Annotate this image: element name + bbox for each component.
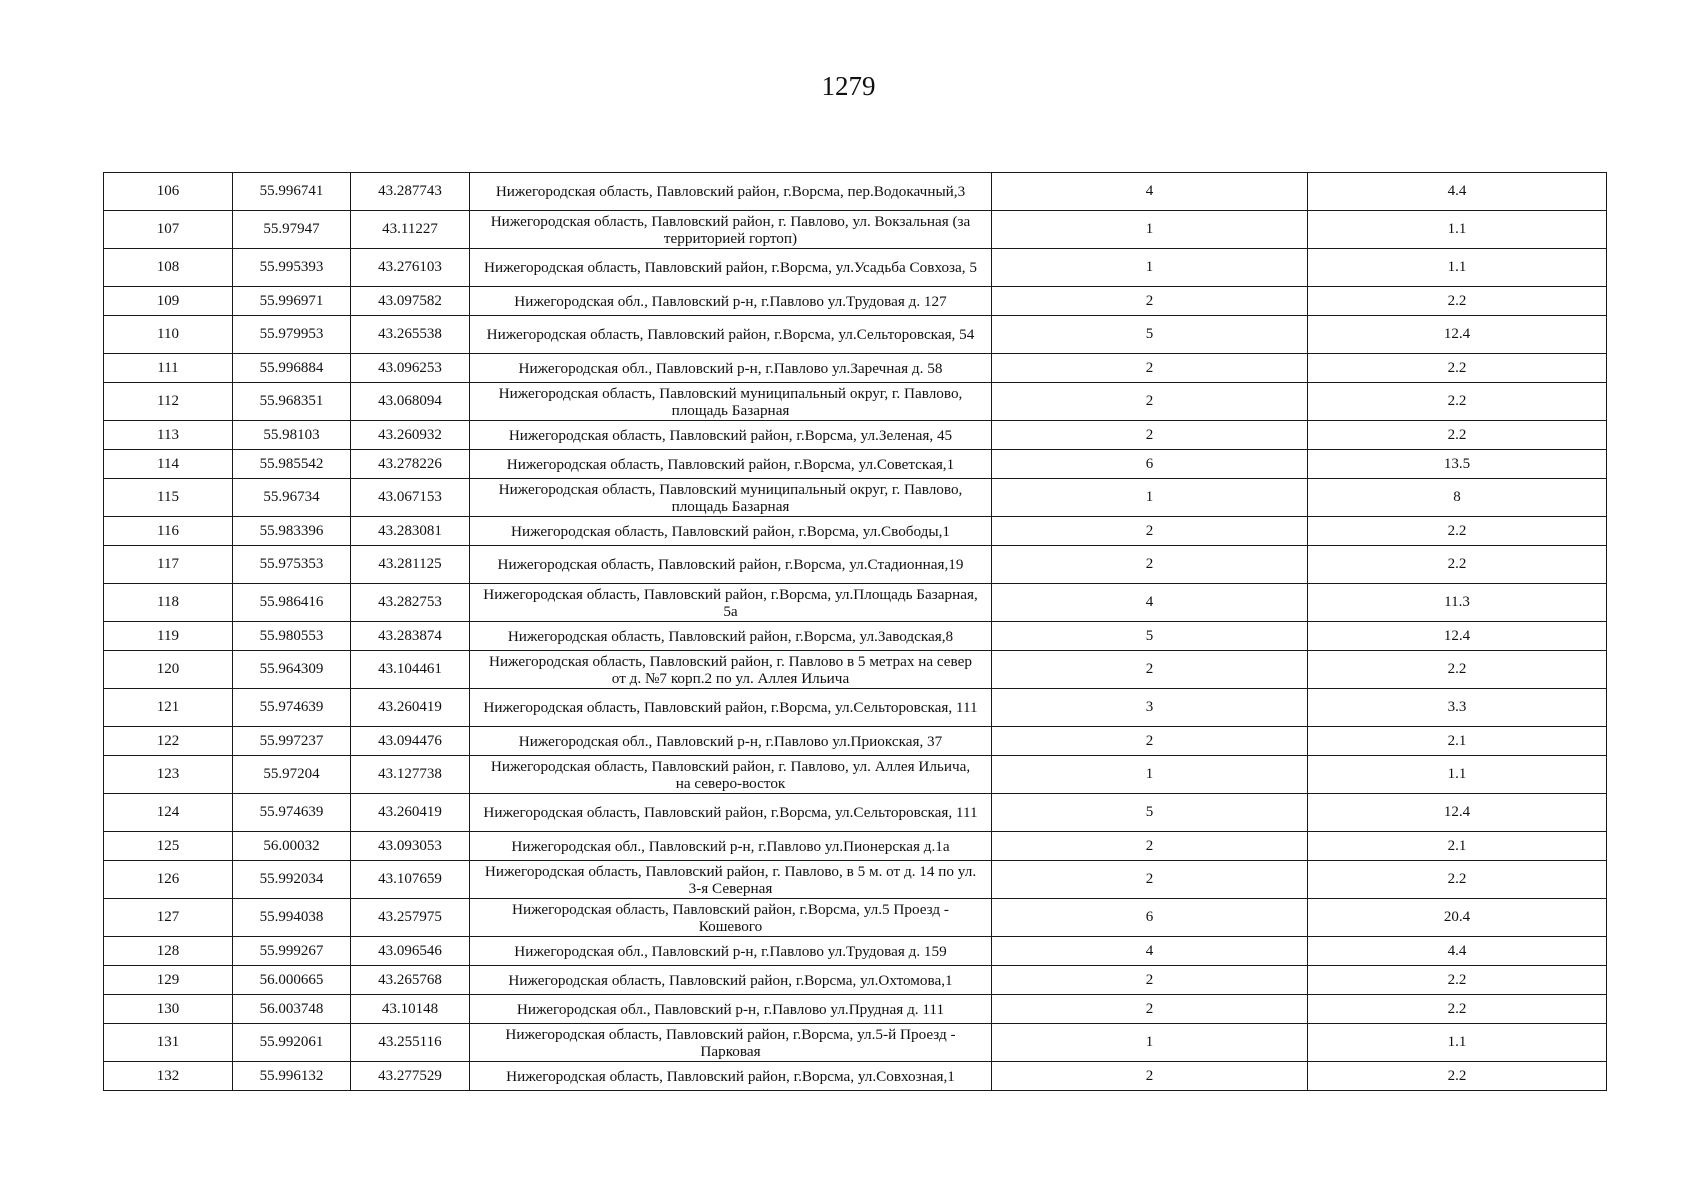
cell-longitude: 43.260419 <box>351 794 470 832</box>
cell-count: 2 <box>992 546 1308 584</box>
cell-number: 125 <box>104 832 233 861</box>
cell-count: 4 <box>992 584 1308 622</box>
cell-latitude: 55.996884 <box>233 354 351 383</box>
cell-value: 1.1 <box>1308 756 1607 794</box>
cell-latitude: 55.996971 <box>233 287 351 316</box>
cell-value: 12.4 <box>1308 316 1607 354</box>
cell-longitude: 43.068094 <box>351 383 470 421</box>
cell-latitude: 55.97204 <box>233 756 351 794</box>
table-row <box>104 995 1607 1024</box>
cell-longitude: 43.260932 <box>351 421 470 450</box>
cell-count: 1 <box>992 1024 1308 1062</box>
cell-number: 106 <box>104 173 233 211</box>
cell-latitude: 56.00032 <box>233 832 351 861</box>
cell-address: Нижегородская область, Павловский район, г.Ворсма, пер.Водокачный,3 <box>470 173 992 211</box>
cell-value: 2.2 <box>1308 383 1607 421</box>
cell-longitude: 43.096253 <box>351 354 470 383</box>
cell-count: 5 <box>992 316 1308 354</box>
cell-latitude: 55.968351 <box>233 383 351 421</box>
cell-latitude: 55.999267 <box>233 937 351 966</box>
cell-latitude: 55.996132 <box>233 1062 351 1091</box>
cell-longitude: 43.11227 <box>351 211 470 249</box>
cell-count: 1 <box>992 756 1308 794</box>
cell-count: 2 <box>992 1062 1308 1091</box>
cell-number: 110 <box>104 316 233 354</box>
cell-longitude: 43.104461 <box>351 651 470 689</box>
cell-longitude: 43.282753 <box>351 584 470 622</box>
cell-value: 2.2 <box>1308 995 1607 1024</box>
cell-value: 2.2 <box>1308 966 1607 995</box>
cell-number: 108 <box>104 249 233 287</box>
table-row <box>104 1024 1607 1062</box>
cell-longitude: 43.276103 <box>351 249 470 287</box>
cell-value: 2.2 <box>1308 651 1607 689</box>
cell-address: Нижегородская область, Павловский район, г.Ворсма, ул.Зеленая, 45 <box>470 421 992 450</box>
cell-value: 2.2 <box>1308 517 1607 546</box>
cell-count: 2 <box>992 832 1308 861</box>
cell-count: 6 <box>992 899 1308 937</box>
cell-value: 2.2 <box>1308 287 1607 316</box>
table-row <box>104 479 1607 517</box>
cell-address: Нижегородская область, Павловский район, г.Ворсма, ул.Площадь Базарная, 5а <box>470 584 992 622</box>
cell-count: 2 <box>992 517 1308 546</box>
cell-value: 2.2 <box>1308 354 1607 383</box>
cell-number: 128 <box>104 937 233 966</box>
page-number: 1279 <box>821 71 876 101</box>
cell-number: 120 <box>104 651 233 689</box>
table-row <box>104 421 1607 450</box>
table-row <box>104 1062 1607 1091</box>
cell-address: Нижегородская область, Павловский район, г.Ворсма, ул.Свободы,1 <box>470 517 992 546</box>
cell-value: 4.4 <box>1308 173 1607 211</box>
cell-longitude: 43.265768 <box>351 966 470 995</box>
cell-longitude: 43.265538 <box>351 316 470 354</box>
cell-count: 2 <box>992 727 1308 756</box>
cell-latitude: 55.964309 <box>233 651 351 689</box>
table-row <box>104 899 1607 937</box>
cell-value: 11.3 <box>1308 584 1607 622</box>
table-row <box>104 517 1607 546</box>
cell-latitude: 55.992061 <box>233 1024 351 1062</box>
cell-value: 12.4 <box>1308 794 1607 832</box>
cell-latitude: 55.985542 <box>233 450 351 479</box>
cell-value: 2.2 <box>1308 546 1607 584</box>
cell-longitude: 43.283874 <box>351 622 470 651</box>
cell-value: 2.2 <box>1308 1062 1607 1091</box>
cell-longitude: 43.107659 <box>351 861 470 899</box>
cell-number: 131 <box>104 1024 233 1062</box>
cell-address: Нижегородская область, Павловский район, г.Ворсма, ул.Совхозная,1 <box>470 1062 992 1091</box>
cell-count: 5 <box>992 622 1308 651</box>
cell-number: 117 <box>104 546 233 584</box>
cell-address: Нижегородская область, Павловский район, г.Ворсма, ул.Заводская,8 <box>470 622 992 651</box>
cell-address: Нижегородская область, Павловский район, г. Павлово, ул. Аллея Ильича, на северо-восток <box>470 756 992 794</box>
cell-latitude: 55.980553 <box>233 622 351 651</box>
table-row <box>104 211 1607 249</box>
table-row <box>104 354 1607 383</box>
table-body <box>104 173 1607 1091</box>
cell-count: 2 <box>992 995 1308 1024</box>
cell-address: Нижегородская область, Павловский район, г.Ворсма, ул.5 Проезд - Кошевого <box>470 899 992 937</box>
cell-address: Нижегородская область, Павловский район, г.Ворсма, ул.Сельторовская, 54 <box>470 316 992 354</box>
cell-latitude: 55.986416 <box>233 584 351 622</box>
cell-count: 2 <box>992 966 1308 995</box>
table-row <box>104 861 1607 899</box>
cell-number: 116 <box>104 517 233 546</box>
cell-count: 1 <box>992 249 1308 287</box>
cell-count: 2 <box>992 383 1308 421</box>
cell-latitude: 56.003748 <box>233 995 351 1024</box>
cell-number: 113 <box>104 421 233 450</box>
cell-latitude: 55.995393 <box>233 249 351 287</box>
cell-value: 20.4 <box>1308 899 1607 937</box>
cell-longitude: 43.255116 <box>351 1024 470 1062</box>
table-row <box>104 651 1607 689</box>
cell-number: 114 <box>104 450 233 479</box>
cell-address: Нижегородская область, Павловский район, г.Ворсма, ул.Усадьба Совхоза, 5 <box>470 249 992 287</box>
cell-count: 4 <box>992 937 1308 966</box>
data-table <box>103 172 1607 1091</box>
cell-longitude: 43.278226 <box>351 450 470 479</box>
cell-number: 124 <box>104 794 233 832</box>
cell-number: 109 <box>104 287 233 316</box>
cell-value: 2.2 <box>1308 421 1607 450</box>
cell-longitude: 43.260419 <box>351 689 470 727</box>
cell-number: 111 <box>104 354 233 383</box>
table-row <box>104 173 1607 211</box>
cell-address: Нижегородская область, Павловский район, г.Ворсма, ул.5-й Проезд - Парковая <box>470 1024 992 1062</box>
cell-latitude: 56.000665 <box>233 966 351 995</box>
table-row <box>104 450 1607 479</box>
cell-latitude: 55.997237 <box>233 727 351 756</box>
cell-address: Нижегородская область, Павловский район, г.Ворсма, ул.Советская,1 <box>470 450 992 479</box>
cell-count: 2 <box>992 287 1308 316</box>
cell-number: 112 <box>104 383 233 421</box>
cell-value: 2.1 <box>1308 832 1607 861</box>
cell-count: 2 <box>992 861 1308 899</box>
cell-count: 3 <box>992 689 1308 727</box>
cell-longitude: 43.094476 <box>351 727 470 756</box>
table-row <box>104 727 1607 756</box>
cell-number: 127 <box>104 899 233 937</box>
cell-address: Нижегородская обл., Павловский р-н, г.Павлово ул.Трудовая д. 159 <box>470 937 992 966</box>
cell-number: 126 <box>104 861 233 899</box>
cell-address: Нижегородская область, Павловский район, г. Павлово, ул. Вокзальная (за территорией гортоп) <box>470 211 992 249</box>
cell-address: Нижегородская область, Павловский район, г.Ворсма, ул.Сельторовская, 111 <box>470 689 992 727</box>
cell-latitude: 55.974639 <box>233 794 351 832</box>
table-row <box>104 622 1607 651</box>
cell-longitude: 43.10148 <box>351 995 470 1024</box>
cell-latitude: 55.979953 <box>233 316 351 354</box>
table-row <box>104 584 1607 622</box>
table-row <box>104 316 1607 354</box>
cell-address: Нижегородская обл., Павловский р-н, г.Павлово ул.Прудная д. 111 <box>470 995 992 1024</box>
cell-number: 129 <box>104 966 233 995</box>
cell-value: 1.1 <box>1308 211 1607 249</box>
cell-count: 1 <box>992 479 1308 517</box>
cell-count: 5 <box>992 794 1308 832</box>
table-row <box>104 794 1607 832</box>
cell-longitude: 43.097582 <box>351 287 470 316</box>
cell-count: 1 <box>992 211 1308 249</box>
cell-number: 130 <box>104 995 233 1024</box>
cell-longitude: 43.067153 <box>351 479 470 517</box>
cell-longitude: 43.257975 <box>351 899 470 937</box>
cell-value: 2.2 <box>1308 861 1607 899</box>
cell-latitude: 55.98103 <box>233 421 351 450</box>
cell-latitude: 55.994038 <box>233 899 351 937</box>
cell-value: 1.1 <box>1308 249 1607 287</box>
table-row <box>104 287 1607 316</box>
cell-number: 122 <box>104 727 233 756</box>
cell-latitude: 55.992034 <box>233 861 351 899</box>
cell-number: 118 <box>104 584 233 622</box>
cell-address: Нижегородская область, Павловский район, г. Павлово, в 5 м. от д. 14 по ул. 3-я Северная <box>470 861 992 899</box>
table-row <box>104 689 1607 727</box>
cell-longitude: 43.277529 <box>351 1062 470 1091</box>
cell-value: 13.5 <box>1308 450 1607 479</box>
cell-count: 2 <box>992 354 1308 383</box>
table-row <box>104 937 1607 966</box>
cell-address: Нижегородская обл., Павловский р-н, г.Павлово ул.Приокская, 37 <box>470 727 992 756</box>
cell-address: Нижегородская обл., Павловский р-н, г.Павлово ул.Пионерская д.1а <box>470 832 992 861</box>
cell-number: 115 <box>104 479 233 517</box>
cell-latitude: 55.96734 <box>233 479 351 517</box>
cell-count: 6 <box>992 450 1308 479</box>
cell-address: Нижегородская область, Павловский район, г.Ворсма, ул.Стадионная,19 <box>470 546 992 584</box>
cell-address: Нижегородская обл., Павловский р-н, г.Павлово ул.Трудовая д. 127 <box>470 287 992 316</box>
table-row <box>104 383 1607 421</box>
cell-count: 2 <box>992 421 1308 450</box>
table-row <box>104 249 1607 287</box>
cell-value: 8 <box>1308 479 1607 517</box>
cell-longitude: 43.093053 <box>351 832 470 861</box>
cell-number: 123 <box>104 756 233 794</box>
cell-count: 4 <box>992 173 1308 211</box>
table-row <box>104 546 1607 584</box>
cell-longitude: 43.287743 <box>351 173 470 211</box>
cell-latitude: 55.983396 <box>233 517 351 546</box>
cell-address: Нижегородская обл., Павловский р-н, г.Павлово ул.Заречная д. 58 <box>470 354 992 383</box>
cell-longitude: 43.096546 <box>351 937 470 966</box>
cell-value: 3.3 <box>1308 689 1607 727</box>
cell-value: 4.4 <box>1308 937 1607 966</box>
cell-latitude: 55.97947 <box>233 211 351 249</box>
cell-number: 121 <box>104 689 233 727</box>
cell-latitude: 55.996741 <box>233 173 351 211</box>
cell-address: Нижегородская область, Павловский район, г.Ворсма, ул.Охтомова,1 <box>470 966 992 995</box>
table-row <box>104 832 1607 861</box>
cell-count: 2 <box>992 651 1308 689</box>
cell-value: 12.4 <box>1308 622 1607 651</box>
cell-longitude: 43.283081 <box>351 517 470 546</box>
cell-longitude: 43.281125 <box>351 546 470 584</box>
cell-number: 132 <box>104 1062 233 1091</box>
cell-address: Нижегородская область, Павловский район, г.Ворсма, ул.Сельторовская, 111 <box>470 794 992 832</box>
cell-number: 119 <box>104 622 233 651</box>
cell-longitude: 43.127738 <box>351 756 470 794</box>
cell-address: Нижегородская область, Павловский муниципальный округ, г. Павлово, площадь Базарная <box>470 479 992 517</box>
cell-number: 107 <box>104 211 233 249</box>
cell-address: Нижегородская область, Павловский муниципальный округ, г. Павлово, площадь Базарная <box>470 383 992 421</box>
cell-address: Нижегородская область, Павловский район, г. Павлово в 5 метрах на север от д. №7 корп.2 по ул. Аллея Ильича <box>470 651 992 689</box>
table-row <box>104 966 1607 995</box>
cell-latitude: 55.975353 <box>233 546 351 584</box>
cell-latitude: 55.974639 <box>233 689 351 727</box>
cell-value: 2.1 <box>1308 727 1607 756</box>
table-row <box>104 756 1607 794</box>
cell-value: 1.1 <box>1308 1024 1607 1062</box>
